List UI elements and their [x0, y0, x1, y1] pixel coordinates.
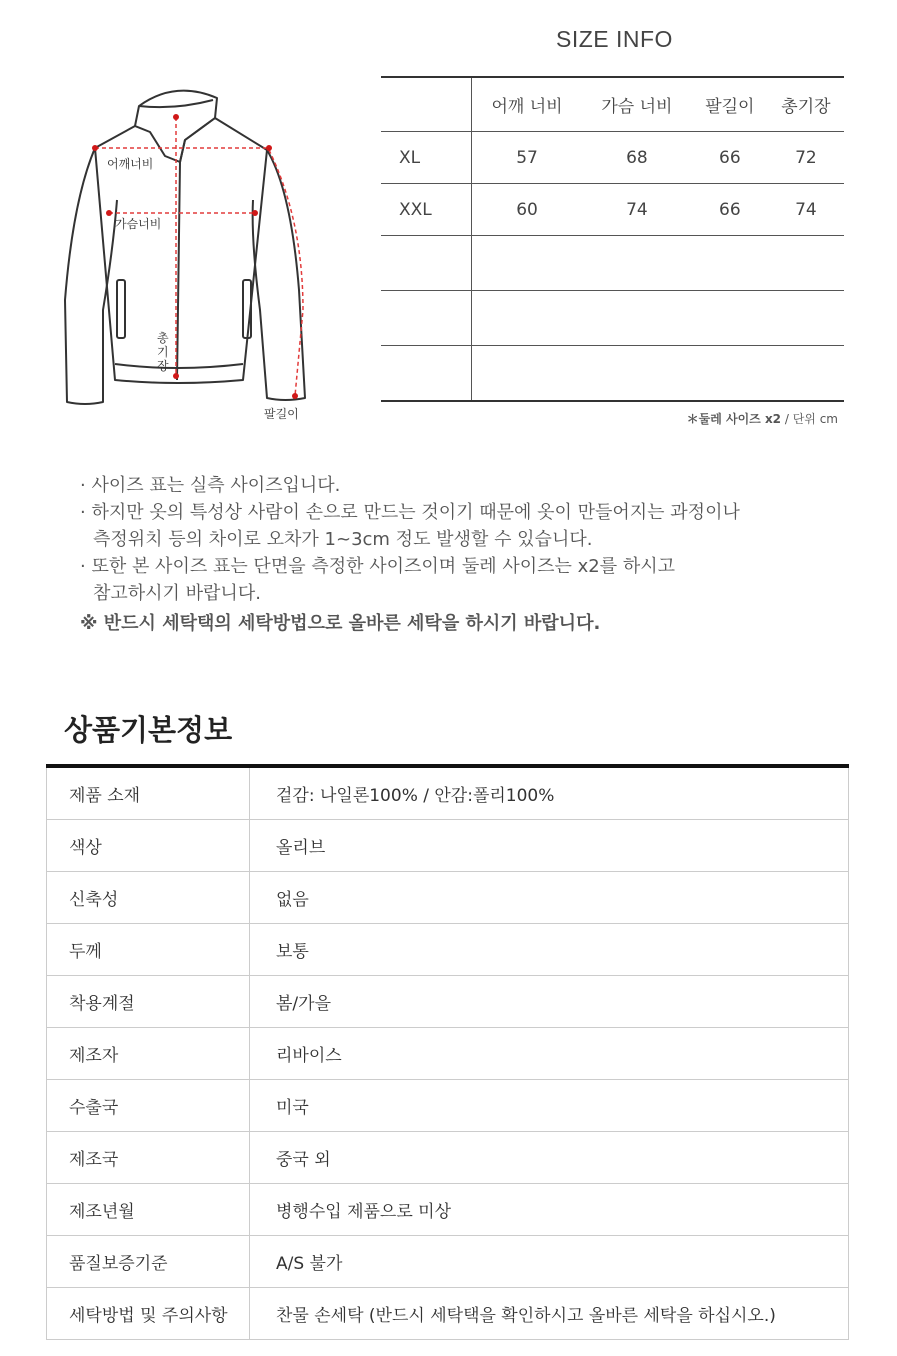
info-label: 제조자	[47, 1028, 250, 1080]
info-value: A/S 불가	[250, 1236, 849, 1288]
info-label: 제조국	[47, 1132, 250, 1184]
size-cell: 66	[692, 184, 768, 236]
note-line: · 사이즈 표는 실측 사이즈입니다.	[80, 475, 341, 496]
size-cell	[768, 291, 844, 346]
size-cell	[582, 236, 692, 291]
info-row-export-country	[47, 1080, 849, 1132]
info-value: 겉감: 나일론100% / 안감:폴리100%	[250, 766, 849, 820]
size-row-empty	[381, 291, 844, 346]
shoulder-dot-right	[266, 145, 272, 151]
right-sleeve	[253, 150, 305, 400]
size-header-shoulder: 어깨 너비	[472, 77, 583, 132]
info-label: 품질보증기준	[47, 1236, 250, 1288]
left-pocket	[117, 280, 125, 338]
shoulder-label: 어깨너비	[107, 157, 154, 171]
jacket-hem	[115, 364, 243, 368]
info-value: 미국	[250, 1080, 849, 1132]
product-info-table	[46, 764, 849, 1340]
size-unit-note	[687, 410, 838, 427]
size-cell	[472, 346, 583, 402]
size-cell	[582, 346, 692, 402]
size-row-empty	[381, 236, 844, 291]
washing-warning: ※ 반드시 세탁택의 세탁방법으로 올바른 세탁을 하시기 바랍니다.	[80, 613, 601, 634]
shoulder-dot-left	[92, 145, 98, 151]
note-line: 참고하시기 바랍니다.	[93, 583, 261, 604]
info-value: 리바이스	[250, 1028, 849, 1080]
info-value: 없음	[250, 872, 849, 924]
size-cell: 74	[768, 184, 844, 236]
size-cell: 72	[768, 132, 844, 184]
sleeve-label: 팔길이	[264, 407, 299, 421]
info-value: 중국 외	[250, 1132, 849, 1184]
length-label-3: 장	[157, 359, 169, 373]
size-row-xxl	[381, 184, 844, 236]
info-label: 제품 소재	[47, 766, 250, 820]
collar-inner	[139, 100, 213, 107]
size-header-length: 총기장	[768, 77, 844, 132]
size-header-sleeve: 팔길이	[692, 77, 768, 132]
info-row-manufacture-date	[47, 1184, 849, 1236]
size-cell	[768, 236, 844, 291]
size-note-bold: ＊둘레 사이즈 x2	[686, 412, 782, 426]
length-dot-bottom	[173, 373, 179, 379]
size-cell	[472, 236, 583, 291]
size-name: XXL	[381, 184, 472, 236]
info-label: 수출국	[47, 1080, 250, 1132]
size-cell	[692, 346, 768, 402]
info-value: 병행수입 제품으로 미상	[250, 1184, 849, 1236]
note-line: 측정위치 등의 차이로 오차가 1~3cm 정도 발생할 수 있습니다.	[93, 529, 593, 550]
size-header-corner	[381, 77, 472, 132]
info-row-thickness	[47, 924, 849, 976]
info-label: 두께	[47, 924, 250, 976]
product-info-title: 상품기본정보	[64, 713, 233, 747]
size-name	[381, 291, 472, 346]
size-cell	[472, 291, 583, 346]
info-value: 봄/가을	[250, 976, 849, 1028]
info-value: 보통	[250, 924, 849, 976]
size-cell: 68	[582, 132, 692, 184]
size-header-chest: 가슴 너비	[582, 77, 692, 132]
info-label: 신축성	[47, 872, 250, 924]
info-value: 올리브	[250, 820, 849, 872]
size-note-unit: / 단위 cm	[781, 412, 838, 426]
info-row-origin	[47, 1132, 849, 1184]
info-row-stretch	[47, 872, 849, 924]
size-row-empty	[381, 346, 844, 402]
size-cell	[692, 291, 768, 346]
size-table	[381, 76, 844, 402]
size-cell: 74	[582, 184, 692, 236]
size-info-title: SIZE INFO	[556, 26, 673, 52]
jacket-size-diagram	[55, 80, 315, 425]
size-cell	[692, 236, 768, 291]
length-label-2: 기	[157, 345, 169, 359]
size-cell: 57	[472, 132, 583, 184]
size-table-header-row	[381, 77, 844, 132]
size-name	[381, 236, 472, 291]
size-cell	[768, 346, 844, 402]
info-value: 찬물 손세탁 (반드시 세탁택을 확인하시고 올바른 세탁을 하십시오.)	[250, 1288, 849, 1340]
info-row-material	[47, 766, 849, 820]
size-name: XL	[381, 132, 472, 184]
length-label-1: 총	[157, 331, 169, 345]
sleeve-dot-bottom	[292, 393, 298, 399]
chest-label: 가슴너비	[115, 217, 162, 231]
note-line: · 또한 본 사이즈 표는 단면을 측정한 사이즈이며 둘레 사이즈는 x2를 하시고	[80, 556, 676, 577]
info-row-warranty	[47, 1236, 849, 1288]
size-row-xl	[381, 132, 844, 184]
info-row-manufacturer	[47, 1028, 849, 1080]
info-label: 착용계절	[47, 976, 250, 1028]
size-cell: 66	[692, 132, 768, 184]
info-label: 색상	[47, 820, 250, 872]
info-label: 세탁방법 및 주의사항	[47, 1288, 250, 1340]
length-dot-top	[173, 114, 179, 120]
info-label: 제조년월	[47, 1184, 250, 1236]
info-row-care	[47, 1288, 849, 1340]
size-cell	[582, 291, 692, 346]
info-row-season	[47, 976, 849, 1028]
size-notes	[80, 472, 800, 637]
size-cell: 60	[472, 184, 583, 236]
left-sleeve	[65, 148, 117, 404]
chest-dot-right	[252, 210, 258, 216]
info-row-color	[47, 820, 849, 872]
chest-dot-left	[106, 210, 112, 216]
size-name	[381, 346, 472, 402]
note-line: · 하지만 옷의 특성상 사람이 손으로 만드는 것이기 때문에 옷이 만들어지는 과정이나	[80, 502, 740, 523]
